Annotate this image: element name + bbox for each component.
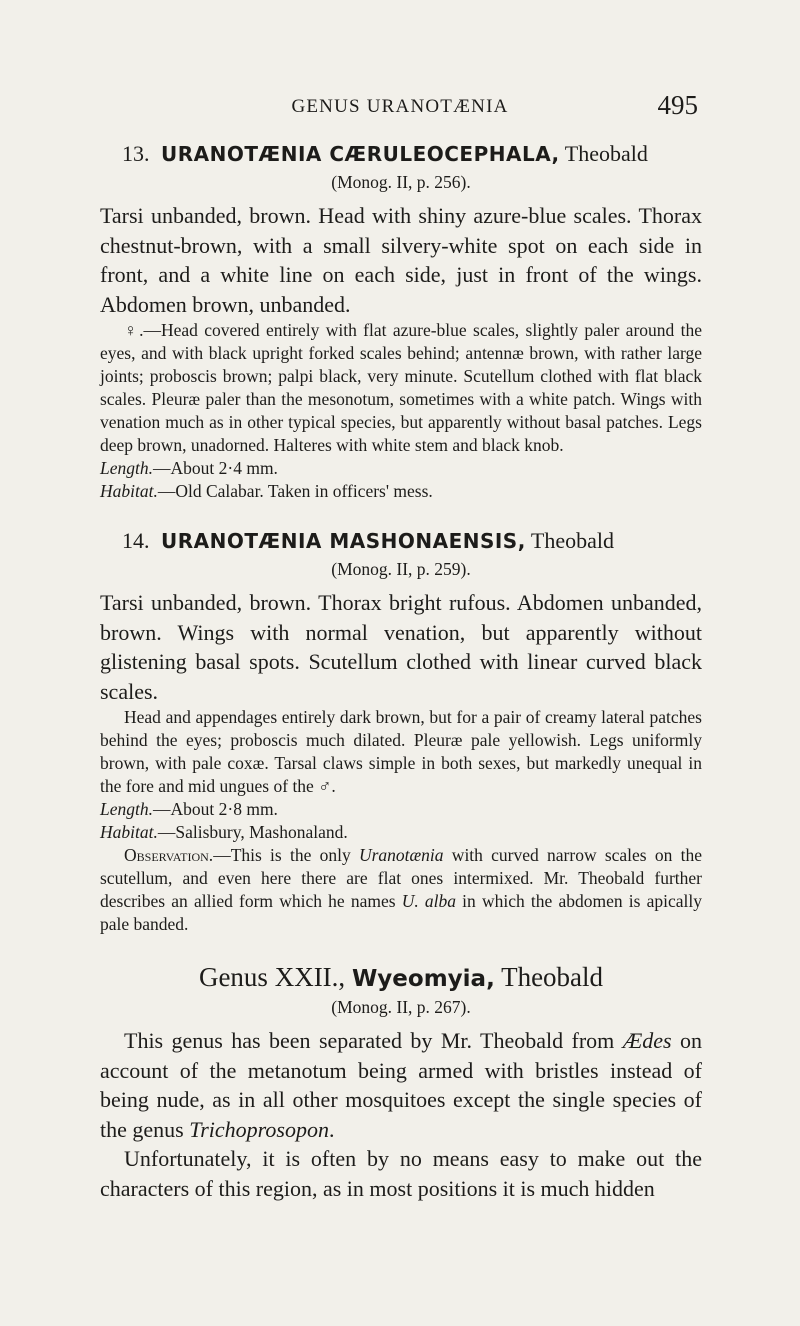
species-14-heading: [122, 527, 702, 555]
observation-text: with curved narrow scales on the scutellum, and even here there are flat ones intermixed. Mr. Theobald further describes an allied form which he names: [100, 845, 702, 911]
species-name: URANOTÆNIA CÆRULEOCEPHALA,: [161, 142, 560, 166]
length-value: —About 2·4 mm.: [153, 458, 278, 478]
genus-name: Wyeomyia,: [351, 966, 495, 992]
species-13-length: [100, 457, 702, 480]
species-number: 13.: [122, 141, 150, 166]
page-content: [100, 140, 702, 1203]
genus-reference: (Monog. II, p. 267).: [331, 997, 471, 1017]
species-14-description: Head and appendages entirely dark brown, but for a pair of creamy lateral patches behind the eyes; proboscis much dilated. Pleuræ pale yellowish. Legs uniformly brown, with pale coxæ. Tarsal claws simple in both sexes, but markedly unequal in the fore and mid ungues of the ♂.: [100, 707, 702, 796]
length-label: Length.: [100, 799, 153, 819]
species-14-habitat: [100, 821, 702, 844]
length-label: Length.: [100, 458, 153, 478]
paragraph-text: on account of the metanotum being armed with bristles instead of being nude, as in all other mosquitoes except the single species of the genus: [100, 1028, 702, 1142]
genus-author: Theobald: [501, 962, 604, 992]
genus-prefix: Genus XXII.,: [198, 962, 346, 992]
species-13-heading: [122, 140, 702, 168]
habitat-label: Habitat.: [100, 481, 158, 501]
habitat-label: Habitat.: [100, 822, 158, 842]
observation-label: Observation.: [124, 845, 214, 865]
species-author: Theobald: [530, 528, 615, 553]
genus-italic-name: Trichoprosopon: [189, 1116, 329, 1142]
genus-paragraph-1: [100, 1026, 702, 1144]
paragraph-text: .: [328, 1116, 335, 1142]
observation-genus-name: Uranotænia: [358, 845, 444, 865]
species-13-description: ♀.—Head covered entirely with flat azure-blue scales, slightly paler around the eyes, and with black upright forked scales behind; antennæ brown, with rather large joints; proboscis brown; palpi black, very minute. Scutellum clothed with flat black scales. Pleuræ paler than the mesonotum, sometimes with a white patch. Wings with venation much as in other typical species, but apparently without basal patches. Legs deep brown, unadorned. Halteres with white stem and black knob.: [100, 320, 702, 455]
species-13-reference: (Monog. II, p. 256).: [331, 172, 471, 192]
running-head: GENUS URANOTÆNIA: [291, 96, 509, 117]
habitat-value: —Salisbury, Mashonaland.: [157, 822, 348, 842]
paragraph-text: This genus has been separated by Mr. Theobald from: [124, 1028, 623, 1053]
genus-italic-name: Ædes: [622, 1028, 672, 1053]
genus-paragraph-2: Unfortunately, it is often by no means easy to make out the characters of this region, as in most positions it is much hidden: [100, 1146, 702, 1201]
section-gap: [100, 503, 702, 527]
observation-species-name: U. alba: [401, 891, 457, 911]
length-value: —About 2·8 mm.: [153, 799, 278, 819]
page-number: 495: [657, 90, 698, 120]
species-name: URANOTÆNIA MASHONAENSIS,: [161, 529, 526, 553]
page-header: [100, 92, 700, 122]
observation-text: in which the abdomen is apically pale banded.: [100, 891, 703, 934]
species-14-observation: [100, 844, 702, 936]
species-13-diagnosis: Tarsi unbanded, brown. Head with shiny azure-blue scales. Thorax chestnut-brown, with a small silvery-white spot on each side in front, and a white line on each side, just in front of the wings. Abdomen brown, unbanded.: [100, 203, 702, 317]
habitat-value: —Old Calabar. Taken in officers' mess.: [157, 481, 433, 501]
species-14-reference: (Monog. II, p. 259).: [331, 559, 471, 579]
species-13-habitat: [100, 480, 702, 503]
observation-text: —This is the only: [213, 845, 359, 865]
species-number: 14.: [122, 528, 150, 553]
species-14-diagnosis: Tarsi unbanded, brown. Thorax bright rufous. Abdomen unbanded, brown. Wings with normal venation, but apparently without glistening basal spots. Scutellum clothed with linear curved black scales.: [100, 590, 702, 704]
species-14-length: [100, 798, 702, 821]
genus-heading: [100, 962, 702, 993]
species-author: Theobald: [564, 141, 648, 166]
